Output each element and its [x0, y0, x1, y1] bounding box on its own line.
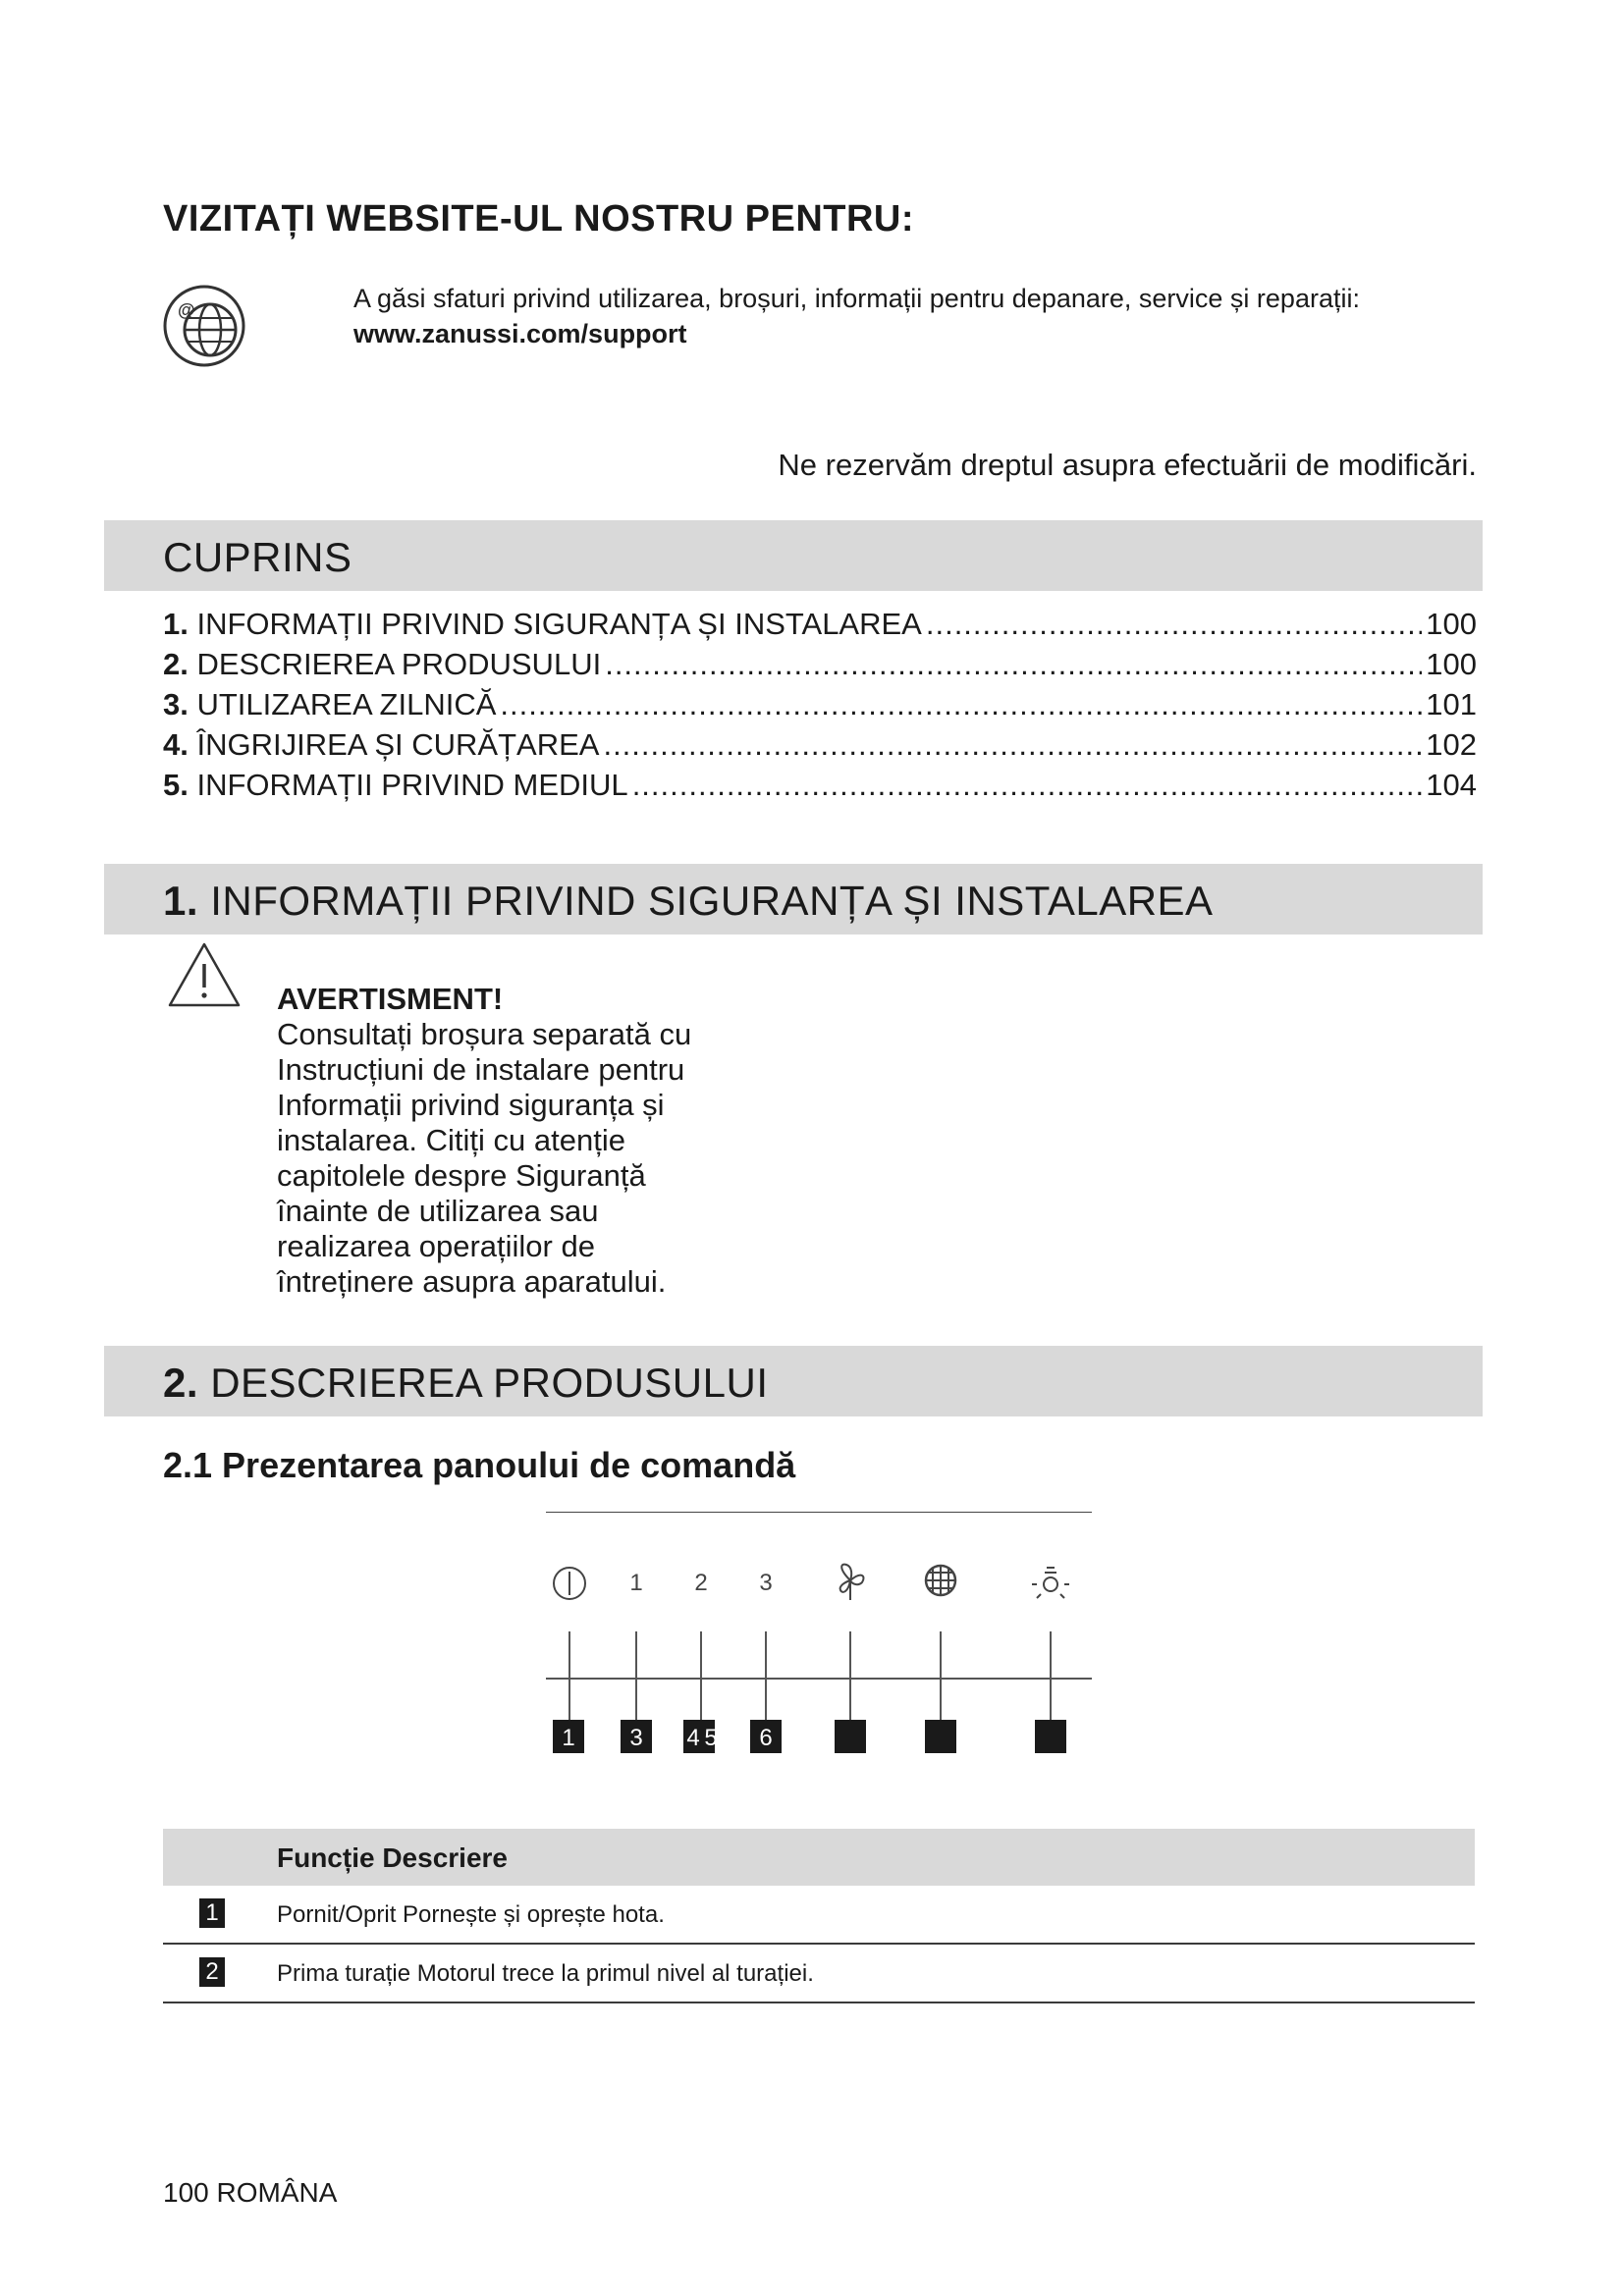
- warning-triangle-icon: [167, 940, 242, 1009]
- toc-item-page: 100: [1426, 647, 1477, 681]
- table-row: [163, 1945, 1475, 2003]
- toc-leader-dots: [632, 768, 1423, 803]
- toc-item-label: DESCRIEREA PRODUSULUI: [196, 647, 602, 681]
- label-text: 6: [759, 1725, 773, 1751]
- toc-leader-dots: [926, 607, 1422, 642]
- label-box: [553, 1720, 584, 1753]
- visit-text: A găsi sfaturi privind utilizarea, broșuri, informații pentru depanare, service și reparații:: [353, 284, 1360, 313]
- toc-item-label: UTILIZAREA ZILNICĂ: [196, 687, 497, 721]
- label-text: 3: [629, 1725, 643, 1751]
- section2-title-text: DESCRIEREA PRODUSULUI: [210, 1360, 769, 1406]
- row-badge: 1: [199, 1898, 225, 1928]
- section1-header-band: [104, 864, 1483, 934]
- section1-number: 1.: [163, 878, 199, 924]
- toc-item-label: ÎNGRIJIREA ȘI CURĂȚAREA: [196, 727, 600, 762]
- control-panel-diagram: [546, 1512, 1092, 1767]
- section2-header-band: [104, 1346, 1483, 1416]
- toc-item-number: 4.: [163, 727, 189, 762]
- toc-item[interactable]: [163, 768, 1477, 808]
- toc-item-page: 100: [1426, 607, 1477, 641]
- warning-title: AVERTISMENT!: [277, 982, 504, 1016]
- label-box: [835, 1720, 866, 1753]
- page-footer: 100 ROMÂNA: [163, 2177, 338, 2208]
- section1-title-text: INFORMAȚII PRIVIND SIGURANȚA ȘI INSTALAREA: [210, 878, 1214, 924]
- function-table: [163, 1829, 1475, 2003]
- toc-item-number: 1.: [163, 607, 189, 641]
- toc-item[interactable]: [163, 727, 1477, 768]
- toc-item-number: 2.: [163, 647, 189, 681]
- table-row: [163, 1886, 1475, 1945]
- toc-item-page: 104: [1426, 768, 1477, 802]
- power-symbol: [554, 1568, 585, 1599]
- leader-lines: [569, 1631, 1051, 1723]
- toc-item-number: 3.: [163, 687, 189, 721]
- label-box: [925, 1720, 956, 1753]
- filter-icon: [926, 1566, 955, 1595]
- table-header: [163, 1829, 1475, 1886]
- globe-icon: [161, 283, 247, 369]
- table-header-label: Funcție Descriere: [277, 1842, 508, 1873]
- toc-item[interactable]: [163, 647, 1477, 687]
- section1-title: [163, 878, 1214, 925]
- support-link[interactable]: www.zanussi.com/support: [353, 319, 687, 348]
- svg-text:@: @: [178, 300, 195, 320]
- toc-item-page: 101: [1426, 687, 1477, 721]
- toc-item-label: INFORMAȚII PRIVIND SIGURANȚA ȘI INSTALAREA: [196, 607, 922, 641]
- label-box: [1035, 1720, 1066, 1753]
- control-panel-subheading: 2.1 Prezentarea panoului de comandă: [163, 1445, 796, 1485]
- row-badge: 2: [199, 1957, 225, 1987]
- section2-title: [163, 1360, 769, 1407]
- speed-3-symbol: 3: [759, 1570, 773, 1596]
- fan-icon: [840, 1565, 864, 1600]
- table-of-contents: [163, 607, 1477, 808]
- toc-item-page: 102: [1426, 727, 1477, 762]
- toc-item-number: 5.: [163, 768, 189, 802]
- toc-leader-dots: [605, 647, 1422, 682]
- toc-item[interactable]: [163, 687, 1477, 727]
- label-box: [621, 1720, 652, 1753]
- toc-leader-dots: [603, 727, 1422, 763]
- label-text: 4: [686, 1725, 700, 1751]
- speed-1-symbol: 1: [629, 1570, 643, 1596]
- section2-number: 2.: [163, 1360, 199, 1406]
- label-text: 5: [704, 1725, 718, 1751]
- toc-title: CUPRINS: [163, 534, 352, 580]
- label-box: [683, 1720, 718, 1753]
- visit-heading: VIZITAȚI WEBSITE-UL NOSTRU PENTRU:: [163, 198, 915, 240]
- toc-header-band: [104, 520, 1483, 591]
- reserve-note: Ne rezervăm dreptul asupra efectuării de modificări.: [778, 448, 1477, 482]
- toc-item[interactable]: [163, 607, 1477, 647]
- label-box: [750, 1720, 782, 1753]
- row-description: Pornit/Oprit Pornește și oprește hota.: [277, 1901, 665, 1928]
- speed-2-symbol: 2: [694, 1570, 708, 1596]
- label-text: 1: [562, 1725, 575, 1751]
- visit-description: [353, 281, 1384, 351]
- row-description: Prima turație Motorul trece la primul nivel al turației.: [277, 1960, 814, 1987]
- warning-text: Consultați broșura separată cu Instrucțiuni de instalare pentru Informații privind siguranța și instalarea. Citiți cu atenție capitolele despre Siguranță înainte de utilizarea sau realizarea operațiilor de întreținere asupra aparatului.: [277, 1017, 692, 1299]
- toc-item-label: INFORMAȚII PRIVIND MEDIUL: [196, 768, 628, 802]
- light-icon: [1032, 1568, 1069, 1598]
- toc-leader-dots: [500, 687, 1422, 722]
